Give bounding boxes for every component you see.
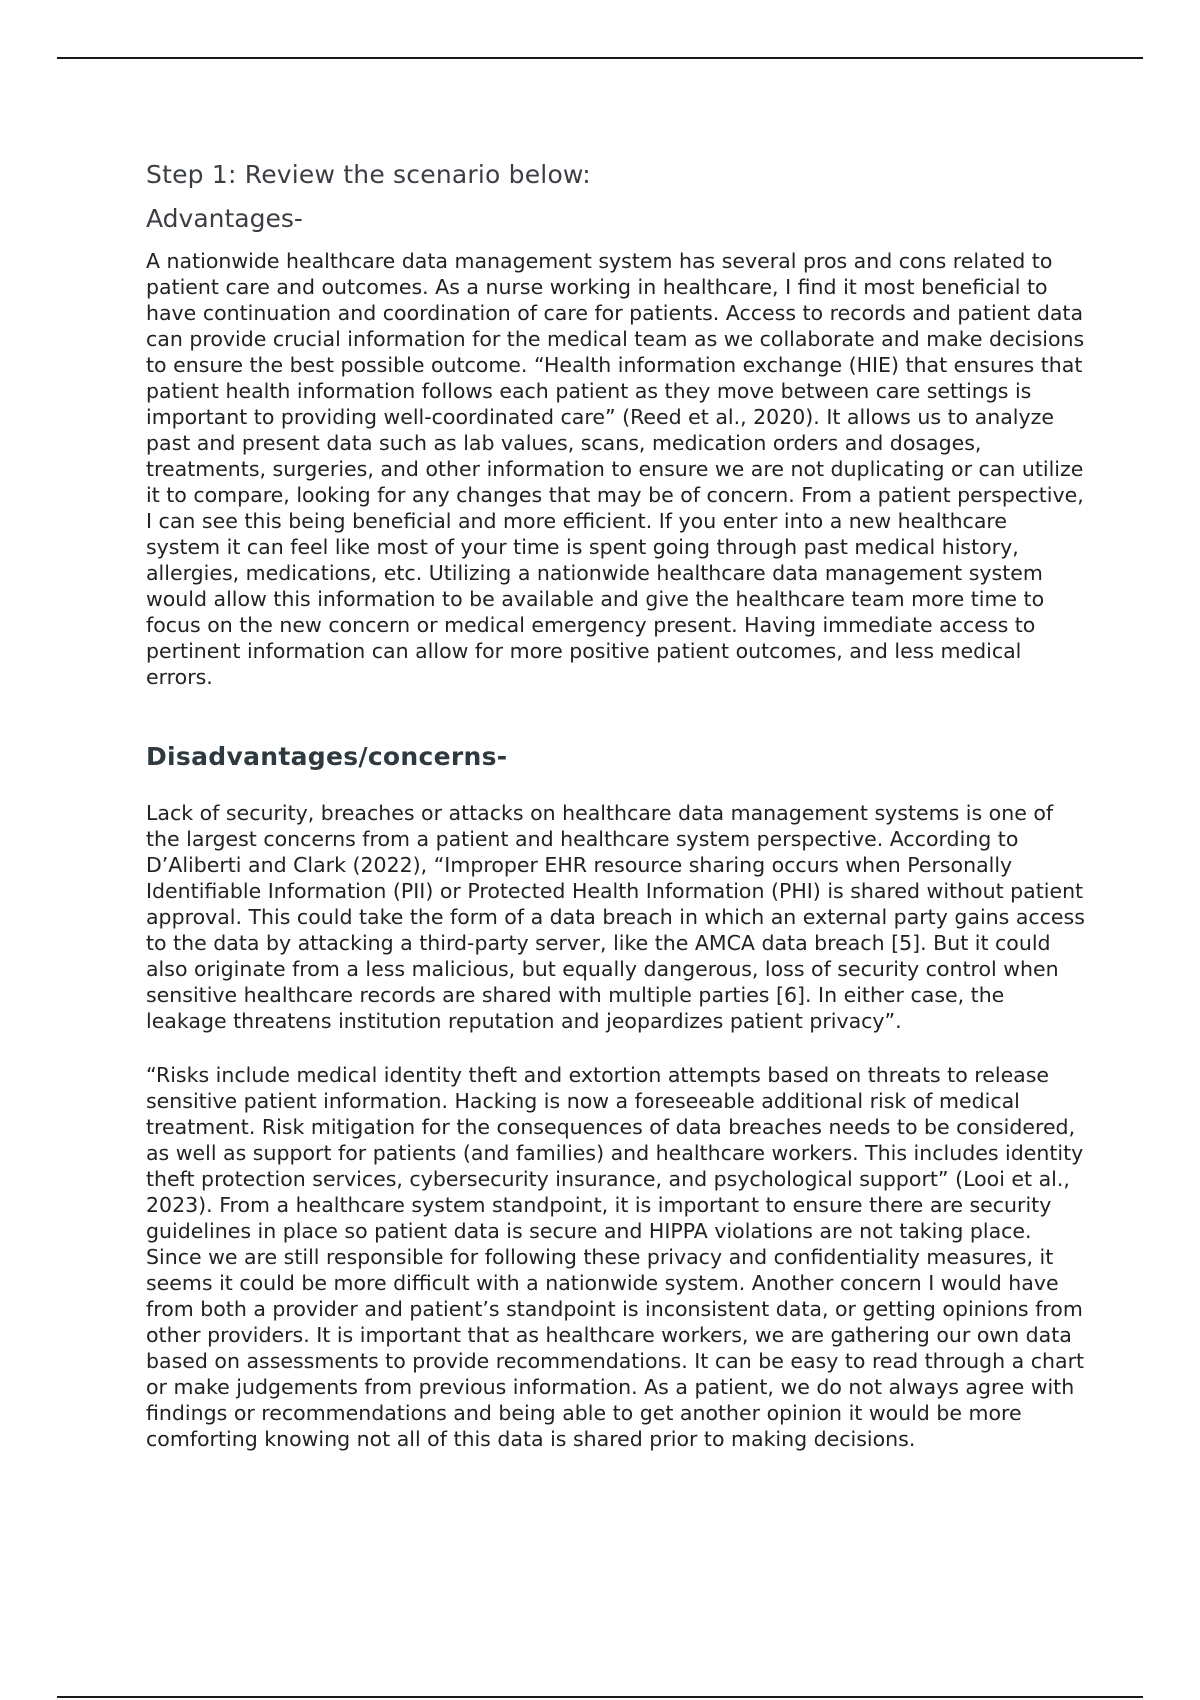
disadvantages-paragraph-1: Lack of security, breaches or attacks on healthcare data management systems is one of the largest concerns from a patient and healthcare system perspective. According to D’Aliberti and Clark (2022), “Improper EHR resource sharing occurs when Personally Identifiable Information (PII) or Protected Health Information (PHI) is shared without patient approval. This could take the form of a data breach in which an external party gains access to the data by attacking a third-party server, like the AMCA data breach [5]. But it could also originate from a less malicious, but equally dangerous, loss of security control when sensitive healthcare records are shared with multiple parties [6]. In either case, the leakage threatens institution reputation and jeopardizes patient privacy”. xyxy=(146,801,1085,1033)
advantages-paragraph: A nationwide healthcare data management system has several pros and cons related to patient care and outcomes. As a nurse working in healthcare, I find it most beneficial to have continuation and coordination of care for patients. Access to records and patient data can provide crucial information for the medical team as we collaborate and make decisions to ensure the best possible outcome. “Health information exchange (HIE) that ensures that patient health information follows each patient as they move between care settings is important to providing well-coordinated care” (Reed et al., 2020). It allows us to analyze past and present data such as lab values, scans, medication orders and dosages, treatments, surgeries, and other information to ensure we are not duplicating or can utilize it to compare, looking for any changes that may be of concern. From a patient perspective, I can see this being beneficial and more efficient. If you enter into a new healthcare system it can feel like most of your time is spent going through past medical history, allergies, medications, etc. Utilizing a nationwide healthcare data management system would allow this information to be available and give the healthcare team more time to focus on the new concern or medical emergency present. Having immediate access to pertinent information can allow for more positive patient outcomes, and less medical errors. xyxy=(146,249,1085,689)
top-divider-line xyxy=(57,57,1143,59)
bottom-divider-line xyxy=(57,1696,1143,1698)
disadvantages-paragraph-2: “Risks include medical identity theft and extortion attempts based on threats to release sensitive patient information. Hacking is now a foreseeable additional risk of medical treatment. Risk mitigation for the consequences of data breaches needs to be considered, as well as support for patients (and families) and healthcare workers. This includes identity theft protection services, cybersecurity insurance, and psychological support” (Looi et al., 2023). From a healthcare system standpoint, it is important to ensure there are security guidelines in place so patient data is secure and HIPPA violations are not taking place. Since we are still responsible for following these privacy and confidentiality measures, it seems it could be more difficult with a nationwide system. Another concern I would have from both a provider and patient’s standpoint is inconsistent data, or getting opinions from other providers. It is important that as healthcare workers, we are gathering our own data based on assessments to provide recommendations. It can be easy to read through a chart or make judgements from previous information. As a patient, we do not always agree with findings or recommendations and being able to get another opinion it would be more comforting knowing not all of this data is shared prior to making decisions. xyxy=(146,1063,1085,1451)
document-body xyxy=(146,160,1086,1452)
disadvantages-heading: Disadvantages/concerns- xyxy=(146,742,508,771)
advantages-heading: Advantages- xyxy=(146,204,303,233)
step-heading: Step 1: Review the scenario below: xyxy=(146,160,591,189)
